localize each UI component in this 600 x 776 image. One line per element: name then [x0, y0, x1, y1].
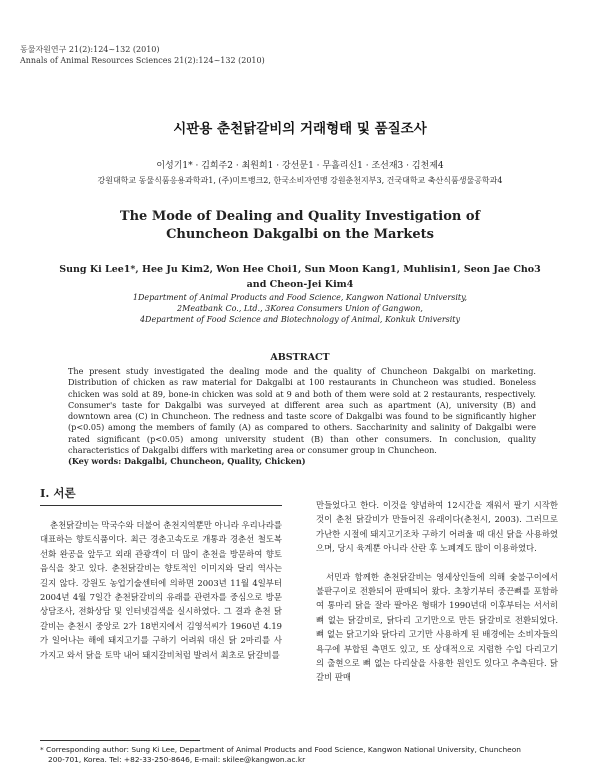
section-divider — [40, 505, 282, 506]
journal-header-english: Annals of Animal Resources Sciences 21(2):124~132 (2010) — [20, 56, 265, 65]
right-column-paragraph-1: 만들었다고 한다. 이것을 양념하여 12시간을 재워서 팔기 시작한 것이 춘천 닭갈비가 만들어진 유래이다(춘천시, 2003). 그러므로 가난한 시절에 돼지고기조차 구하기 어려울 때 대신 닭을 사용하였으며, 당시 육계뿐 아니라 산란 후 노폐계도 많이 이용하였다. — [316, 500, 558, 554]
abstract-text: The present study investigated the dealing mode and the quality of Chuncheon Dakgalbi on marketing. Distribution of chicken as raw material for Dakgalbi at 100 restaurants in Chuncheon was studied. Boneless chicken was sold at 89, bone-in chicken was sold at 9 and both of them were sold at 2 restaurants, respectively. Consumer's taste for Dakgalbi was surveyed at different area such as apartment (A), university (B) and downtown area (C) in Chuncheon. The redness and taste score of Dakgalbi was found to be significantly higher (p<0.05) among the members of family (A) as compared to others. Saccharinity and salinity of Dakgalbi were rated significant (p<0.05) among university student (B) than other consumers. In conclusion, quality characteristics of Dakgalbi differs with marketing area or consumer group in Chuncheon. — [68, 366, 536, 456]
right-column — [316, 498, 558, 685]
left-column — [40, 518, 282, 662]
korean-affiliations: 강원대학교 동물식품응용과학과1, (주)미트뱅크2, 한국소비자연맹 강원춘천지부3, 건국대학교 축산식품생물공학과4 — [97, 176, 503, 185]
korean-authors: 이성기1* · 김희주2 · 최원희1 · 강선문1 · 무흘리신1 · 조선재3 · 김천제4 — [156, 161, 444, 171]
english-affiliation-line1: 1Department of Animal Products and Food Science, Kangwon National University, — [132, 293, 468, 302]
footnote-divider — [40, 740, 200, 741]
right-column-paragraph-2: 서민과 함께한 춘천닭갈비는 영세상인들에 의해 숯불구이에서 불판구이로 전환되어 판매되어 왔다. 초창기부터 중끈뼈를 포함하여 통마리 닭을 잘라 팔아온 형태가 1990년대 이후부터는 서서히 뼈 없는 닭갈비로, 닭다리 고기만으로 만든 닭갈비로 전환되었다. 뼈 없는 닭고기와 닭다리 고기만 사용하게 된 배경에는 소비자들의 욕구에 부합된 측면도 있고, 또 상대적으로 지렴한 수입 다리고기의 출현으로 뼈 없는 다리살을 사용한 원인도 있다고 추측된다. 닭갈비 판매 — [316, 571, 558, 683]
english-authors-line2: and Cheon-Jei Kim4 — [246, 279, 354, 290]
footnote-line1: * Corresponding author: Sung Ki Lee, Department of Animal Products and Food Science, Kangwon National University, Chuncheon — [40, 745, 521, 754]
english-authors — [40, 262, 560, 292]
corresponding-author-footnote — [40, 745, 560, 765]
english-authors-line1: Sung Ki Lee1*, Hee Ju Kim2, Won Hee Choi1, Sun Moon Kang1, Muhlisin1, Seon Jae Cho3 — [59, 264, 541, 275]
journal-header-korean: 동물자원연구 21(2):124~132 (2010) — [20, 45, 160, 54]
journal-header — [20, 44, 265, 66]
footnote-line2: 200-701, Korea. Tel: +82-33-250-8646, E-mail: skilee@kangwon.ac.kr — [48, 755, 306, 764]
korean-title: 시판용 춘천닭갈비의 거래형태 및 품질조사 — [173, 121, 427, 137]
section-heading-introduction: I. 서론 — [40, 486, 76, 500]
left-column-paragraph: 춘천닭갈비는 막국수와 더불어 춘천지역뿐만 아니라 우리나라를 대표하는 향토식품이다. 최근 경춘고속도로 개통과 경춘선 철도복선화 완공을 앞두고 외래 관광객이 더 많이 춘천을 방문하여 향토음식을 찾고 있다. 춘천닭갈비는 향토적인 이미지와 달리 역사는 길지 않다. 강원도 농업기술센터에 의하면 2003년 11월 4일부터 2004년 4월 7일간 춘천닭갈비의 유래를 관련자를 중심으로 방문상담조사, 전화상담 및 인터넷검색을 실시하였다. 그 결과 춘천 닭갈비는 춘천시 중앙로 2가 18번지에서 김영석씨가 1960년 4.19가 일어나는 해에 돼지고기를 구하기 어려워 대신 닭 2마리를 사 가지고 와서 닭을 토막 내어 돼지갈비처럼 발려서 최초로 닭갈비를 — [40, 520, 282, 660]
keywords: (Key words: Dakgalbi, Chuncheon, Quality, Chicken) — [68, 456, 306, 467]
abstract-heading: ABSTRACT — [270, 352, 330, 363]
english-affiliation-line2: 2Meatbank Co., Ltd., 3Korea Consumers Union of Gangwon, — [177, 304, 423, 313]
english-title-line1: The Mode of Dealing and Quality Investigation of — [119, 209, 481, 224]
english-affiliation-line3: 4Department of Food Science and Biotechnology of Animal, Konkuk University — [139, 315, 461, 324]
english-affiliations — [40, 292, 560, 325]
abstract-body — [68, 366, 536, 468]
english-title-line2: Chuncheon Dakgalbi on the Markets — [166, 227, 434, 242]
english-title — [0, 208, 600, 244]
